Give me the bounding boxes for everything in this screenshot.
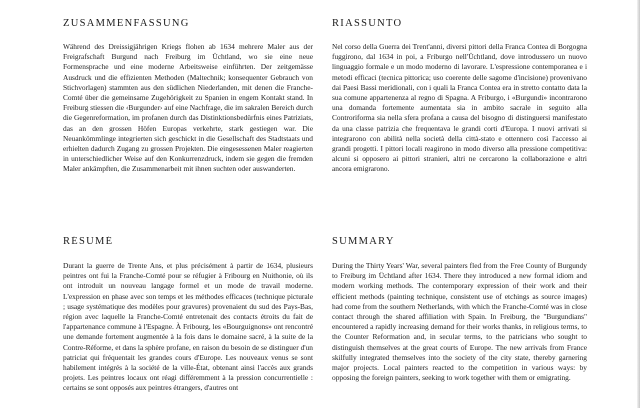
section-title-summary: SUMMARY bbox=[332, 236, 395, 247]
section-text-summary: During the Thirty Years' War, several painters fled from the Free County of Burgundy to Freiburg im Üchtland after 1634. There they introduced a new formal idiom and modern working methods. The contemporary expression of their work and their efficient methods (painting technique, consistent use of etchings as source images) had come from the southern Netherlands, with which the Franche-Comté was in close contact through the shared affiliation with Spain. In Freiburg, the "Burgundians" encountered a rapidly increasing demand for their works thanks, in religious terms, to the Counter Reformation and, in secular terms, to the patricians who sought to distinguish themselves at the great courts of Europe. The new arrivals from France skilfully integrated themselves into the society of the city state, thereby garnering major projects. Local painters reacted to the competition in various ways: by opposing the foreign painters, seeking to work together with them or emigrating. bbox=[332, 261, 587, 383]
section-riassunto bbox=[332, 18, 587, 232]
section-resume bbox=[63, 236, 313, 408]
section-title-riassunto: RIASSUNTO bbox=[332, 18, 403, 29]
section-zusammenfassung bbox=[63, 18, 313, 232]
section-text-zusammenfassung: Während des Dreissigjährigen Kriegs flohen ab 1634 mehrere Maler aus der Freigrafschaft Burgund nach Freiburg im Üchtland, wo sie eine neue Formensprache und eine moderne Arbeitsweise einführten. Der zeitgemässe Ausdruck und die effizienten Methoden (Maltechnik; konsequenter Gebrauch von Stichvorlagen) stammten aus den südlichen Niederlanden, mit denen die Franche-Comté über die gemeinsame Zugehörigkeit zu Spanien in engem Kontakt stand. In Freiburg stiessen die ‹Burgunder› auf eine Nachfrage, die im sakralen Bereich durch die Gegenreformation, im profanen durch das Distinktionsbedürfnis eines Patriziats, das an den grossen Höfen Europas verkehrte, stark gestiegen war. Die Neuankömmlinge integrierten sich geschickt in die Gesellschaft des Stadtstaats und erhielten dadurch Zugang zu grossen Projekten. Die eingesessenen Maler reagierten in unterschiedlicher Weise auf den Konkurrenzdruck, indem sie gegen die fremden Maler ankämpften, die Zusammenarbeit mit ihnen suchten oder auswanderten. bbox=[63, 42, 313, 174]
section-summary bbox=[332, 236, 587, 408]
section-text-riassunto: Nel corso della Guerra dei Trent'anni, diversi pittori della Franca Contea di Borgogna fuggirono, dal 1634 in poi, a Friburgo nell'Üchtland, dove introdussero un nuovo linguaggio formale e un modo moderno di lavorare. L'espressione contemporanea e i metodi efficaci (tecnica pittorica; uso coerente delle sagome d'incisione) provenivano dai Paesi Bassi meridionali, con i quali la Franca Contea era in stretto contatto data la sua comune appartenenza al regno di Spagna. A Friburgo, i «Burgundi» incontrarono una domanda fortemente aumentata sia in ambito sacrale in seguito alla Controriforma sia nella sfera profana a causa del bisogno di distinguersi manifestato da una classe patrizia che frequentava le grandi corti d'Europa. I nuovi arrivati si integrarono con abilità nella società della città-stato e ottennero così l'accesso ai grandi progetti. I pittori locali reagirono in modo diverso alla pressione competitiva: alcuni si opposero ai pittori stranieri, altri ne cercarono la collaborazione e altri ancora emigrarono. bbox=[332, 42, 587, 174]
section-title-resume: RÉSUMÉ bbox=[63, 236, 114, 247]
section-text-resume: Durant la guerre de Trente Ans, et plus précisément à partir de 1634, plusieurs peintres ont fui la Franche-Comté pour se réfugier à Fribourg en Nuithonie, où ils ont introduit un nouveau langage formel et un mode de travail moderne. L'expression en phase avec son temps et les méthodes efficaces (technique picturale ; usage systématique des modèles pour gravures) provenaient du sud des Pays-Bas, région avec laquelle la Franche-Comté entretenait des contacts étroits du fait de l'appartenance commune à l'Espagne. À Fribourg, les «Bourguignons» ont rencontré une demande fortement augmentée à la fois dans le domaine sacré, à la suite de la Contre-Réforme, et dans la sphère profane, en raison du besoin de se distinguer d'un patriciat qui fréquentait les grandes cours d'Europe. Les nouveaux venus se sont habilement intégrés à la société de la ville-État, obtenant ainsi l'accès aux grands projets. Les peintres locaux ont réagi différemment à la pression concurrentielle : certains se sont opposés aux peintres étrangers, d'autres ont bbox=[63, 261, 313, 393]
section-title-zusammenfassung: ZUSAMMENFASSUNG bbox=[63, 18, 190, 29]
